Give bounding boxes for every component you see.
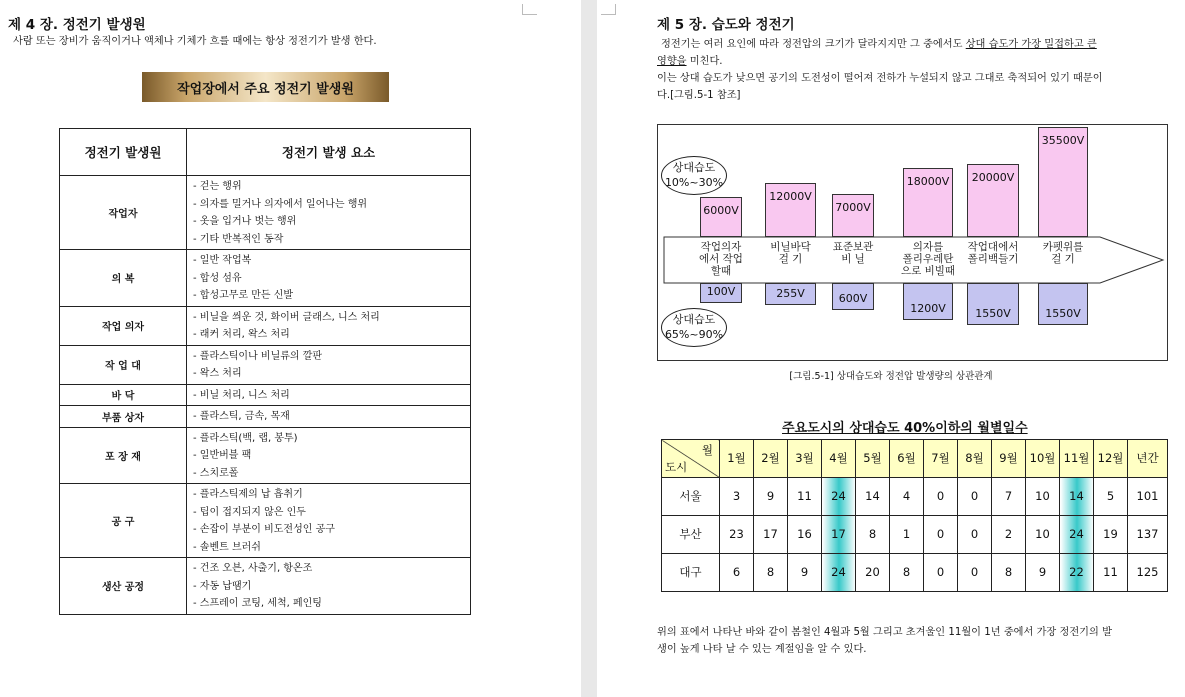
- factor-item: - 팁이 접지되지 않은 인두: [193, 506, 306, 518]
- low-humidity-title: 상대습도: [672, 161, 716, 174]
- page-corner-mark: [601, 4, 616, 15]
- corner-month-label: 월: [701, 443, 713, 457]
- source-name-cell: 바 닥: [60, 384, 187, 406]
- days-value-cell: 10: [1026, 516, 1060, 554]
- chapter-5-para-2-line-1: 이는 상대 습도가 낮으면 공기의 도전성이 떨어져 전하가 누설되지 않고 그대로 축적되어 있기 때문이: [657, 73, 1103, 84]
- source-factors-cell: [187, 427, 471, 484]
- factor-item: - 플라스틱이나 비닐류의 깔판: [193, 350, 323, 362]
- days-value-cell: 101: [1128, 478, 1168, 516]
- table-row: [60, 427, 471, 484]
- source-name-cell: 생산 공정: [60, 558, 187, 615]
- source-factors-cell: [187, 345, 471, 384]
- days-value-cell: 17: [754, 516, 788, 554]
- activity-label: 작업의자 에서 작업 할때: [699, 241, 743, 277]
- source-factors-cell: [187, 250, 471, 307]
- days-value-cell: 137: [1128, 516, 1168, 554]
- figure-caption: [그림.5-1] 상대습도와 정전압 발생량의 상관관계: [789, 371, 993, 382]
- table-row: [60, 558, 471, 615]
- table-header-factors: 정전기 발생 요소: [187, 129, 471, 176]
- factor-item: - 비닐 처리, 니스 처리: [193, 389, 290, 401]
- month-header-cell: 2월: [754, 440, 788, 478]
- factor-item: - 의자를 밀거나 의자에서 일어나는 행위: [193, 198, 368, 210]
- chapter-5-para-2-line-2: 다.[그림.5-1 참조]: [657, 90, 741, 101]
- source-factors-cell: [187, 384, 471, 406]
- month-header-cell: 6월: [890, 440, 924, 478]
- table-row: [60, 384, 471, 406]
- factor-item: - 스프레이 코팅, 세척, 페인팅: [193, 598, 322, 609]
- source-name-cell: 포 장 재: [60, 427, 187, 484]
- table-row: [662, 516, 1168, 554]
- corner-header-cell: [662, 440, 720, 478]
- table-row: [60, 250, 471, 307]
- page-corner-mark: [522, 4, 537, 15]
- activity-label: 카펫위를 걸 기: [1042, 241, 1084, 265]
- source-name-cell: 의 복: [60, 250, 187, 307]
- document-page-right: [597, 0, 1185, 697]
- month-header-cell: 5월: [856, 440, 890, 478]
- days-value-cell: 6: [720, 554, 754, 592]
- high-humidity-voltage-bar: 255V: [765, 283, 816, 305]
- days-value-cell: 0: [924, 516, 958, 554]
- source-name-cell: 공 구: [60, 484, 187, 558]
- days-value-cell: 11: [1094, 554, 1128, 592]
- low-humidity-voltage-bar: 6000V: [700, 197, 742, 237]
- factor-item: - 플라스틱, 금속, 목재: [193, 411, 290, 422]
- month-header-row: [662, 440, 1168, 478]
- high-humidity-voltage-bar: 1200V: [903, 283, 953, 320]
- table-row: [662, 478, 1168, 516]
- summary-line-1: 위의 표에서 나타난 바와 같이 봄철인 4월과 5월 그리고 초겨울인 11월이 1년 중에서 가장 정전기의 발: [657, 627, 1112, 638]
- days-value-cell: 5: [1094, 478, 1128, 516]
- high-humidity-voltage-bar: 100V: [700, 283, 742, 303]
- activity-label: 표준보관 비 닐: [832, 241, 874, 265]
- factor-item: - 비닐을 씌운 것, 화이버 글래스, 니스 처리: [193, 311, 380, 323]
- factor-item: - 플라스틱제의 납 흡취기: [193, 489, 303, 500]
- table-row: [60, 484, 471, 558]
- source-factors-cell: [187, 558, 471, 615]
- chapter-4-heading: 제 4 장. 정전기 발생원: [8, 17, 146, 33]
- document-page-left: [0, 0, 581, 697]
- summary-line-2: 생이 높게 나타 날 수 있는 계절임을 알 수 있다.: [657, 644, 867, 655]
- days-value-cell: 22: [1060, 554, 1094, 592]
- high-humidity-title: 상대습도: [672, 313, 716, 326]
- month-header-cell: 7월: [924, 440, 958, 478]
- factor-item: - 일반 작업복: [193, 255, 252, 266]
- days-value-cell: 8: [856, 516, 890, 554]
- month-header-cell: 4월: [822, 440, 856, 478]
- humidity-table-title: 주요도시의 상대습도 40%이하의 월별일수: [782, 421, 1028, 436]
- factor-item: - 옷을 입거나 벗는 행위: [193, 216, 297, 227]
- days-value-cell: 0: [958, 554, 992, 592]
- factor-item: - 왁스 처리: [193, 368, 242, 379]
- days-value-cell: 9: [754, 478, 788, 516]
- city-cell: 대구: [662, 554, 720, 592]
- days-value-cell: 9: [788, 554, 822, 592]
- sources-banner: 작업장에서 주요 정전기 발생원: [142, 72, 389, 102]
- days-value-cell: 0: [924, 478, 958, 516]
- chapter-5-heading: 제 5 장. 습도와 정전기: [657, 17, 795, 33]
- days-value-cell: 125: [1128, 554, 1168, 592]
- humidity-days-table: [661, 439, 1168, 592]
- days-value-cell: 8: [890, 554, 924, 592]
- factor-item: - 스치로폴: [193, 467, 239, 479]
- source-factors-cell: [187, 306, 471, 345]
- para-1-underline-cont: 영향을: [657, 56, 687, 67]
- factor-item: - 기타 반복적인 동작: [193, 233, 284, 245]
- days-value-cell: 16: [788, 516, 822, 554]
- month-header-cell: 3월: [788, 440, 822, 478]
- table-row: [60, 406, 471, 428]
- table-row: [60, 345, 471, 384]
- source-factors-cell: [187, 484, 471, 558]
- table-row: [60, 306, 471, 345]
- days-value-cell: 0: [958, 516, 992, 554]
- table-row: [60, 176, 471, 250]
- month-header-cell: 년간: [1128, 440, 1168, 478]
- table-row: [662, 554, 1168, 592]
- city-cell: 부산: [662, 516, 720, 554]
- activity-label: 작업대에서 폴리백들기: [967, 241, 1019, 265]
- source-factors-cell: [187, 176, 471, 250]
- days-value-cell: 17: [822, 516, 856, 554]
- days-value-cell: 20: [856, 554, 890, 592]
- city-cell: 서울: [662, 478, 720, 516]
- days-value-cell: 4: [890, 478, 924, 516]
- days-value-cell: 8: [992, 554, 1026, 592]
- table-header-source: 정전기 발생원: [60, 129, 187, 176]
- source-name-cell: 작업자: [60, 176, 187, 250]
- days-value-cell: 10: [1026, 478, 1060, 516]
- factor-item: - 손잡이 부분이 비도전성인 공구: [193, 524, 335, 535]
- corner-city-label: 도시: [665, 460, 688, 474]
- month-header-cell: 1월: [720, 440, 754, 478]
- activity-label: 의자를 폴리우레탄 으로 비빌때: [900, 241, 956, 277]
- para-1-underline: 상대 습도가 가장 밀접하고 큰: [965, 39, 1097, 50]
- source-factors-cell: [187, 406, 471, 428]
- days-value-cell: 24: [1060, 516, 1094, 554]
- chapter-5-para-1: [661, 36, 1097, 53]
- low-humidity-voltage-bar: 35500V: [1038, 127, 1088, 237]
- month-header-cell: 9월: [992, 440, 1026, 478]
- month-header-cell: 10월: [1026, 440, 1060, 478]
- low-humidity-range: 10%~30%: [664, 176, 724, 189]
- factor-item: - 건조 오븐, 사출기, 항온조: [193, 563, 313, 574]
- high-humidity-voltage-bar: 600V: [832, 283, 874, 310]
- days-value-cell: 0: [958, 478, 992, 516]
- days-value-cell: 0: [924, 554, 958, 592]
- high-humidity-voltage-bar: 1550V: [967, 283, 1019, 325]
- low-humidity-voltage-bar: 20000V: [967, 164, 1019, 237]
- factor-item: - 솔벤트 브러쉬: [193, 541, 261, 553]
- days-value-cell: 24: [822, 554, 856, 592]
- days-value-cell: 8: [754, 554, 788, 592]
- days-value-cell: 19: [1094, 516, 1128, 554]
- para-1-text: 정전기는 여러 요인에 따라 정전압의 크기가 달라지지만 그 중에서도: [661, 39, 966, 50]
- days-value-cell: 14: [856, 478, 890, 516]
- chapter-4-intro: 사람 또는 장비가 움직이거나 액체나 기체가 흐를 때에는 항상 정전기가 발생 한다.: [13, 36, 377, 47]
- days-value-cell: 24: [822, 478, 856, 516]
- days-value-cell: 14: [1060, 478, 1094, 516]
- low-humidity-voltage-bar: 7000V: [832, 194, 874, 237]
- high-humidity-voltage-bar: 1550V: [1038, 283, 1088, 325]
- days-value-cell: 1: [890, 516, 924, 554]
- para-1-text-end: 미친다.: [686, 56, 723, 67]
- factor-item: - 자동 납땜기: [193, 580, 252, 592]
- source-name-cell: 작 업 대: [60, 345, 187, 384]
- days-value-cell: 23: [720, 516, 754, 554]
- month-header-cell: 11월: [1060, 440, 1094, 478]
- source-name-cell: 부품 상자: [60, 406, 187, 428]
- days-value-cell: 9: [1026, 554, 1060, 592]
- factor-item: - 합성고무로 만든 신발: [193, 290, 294, 301]
- factor-item: - 일반버블 팩: [193, 450, 252, 461]
- activity-label: 비닐바닥 걸 기: [770, 241, 811, 265]
- humidity-voltage-figure: [657, 124, 1168, 361]
- factor-item: - 합성 섬유: [193, 272, 242, 284]
- days-value-cell: 11: [788, 478, 822, 516]
- factor-item: - 걷는 행위: [193, 181, 242, 192]
- chapter-5-para-1-cont: [657, 53, 723, 70]
- source-name-cell: 작업 의자: [60, 306, 187, 345]
- low-humidity-voltage-bar: 18000V: [903, 168, 953, 237]
- high-humidity-range: 65%~90%: [664, 328, 724, 341]
- days-value-cell: 2: [992, 516, 1026, 554]
- low-humidity-voltage-bar: 12000V: [765, 183, 816, 237]
- static-sources-table: [59, 128, 471, 615]
- days-value-cell: 3: [720, 478, 754, 516]
- days-value-cell: 7: [992, 478, 1026, 516]
- factor-item: - 플라스틱(백, 랩, 봉투): [193, 432, 298, 444]
- factor-item: - 래커 처리, 왁스 처리: [193, 329, 290, 340]
- month-header-cell: 12월: [1094, 440, 1128, 478]
- month-header-cell: 8월: [958, 440, 992, 478]
